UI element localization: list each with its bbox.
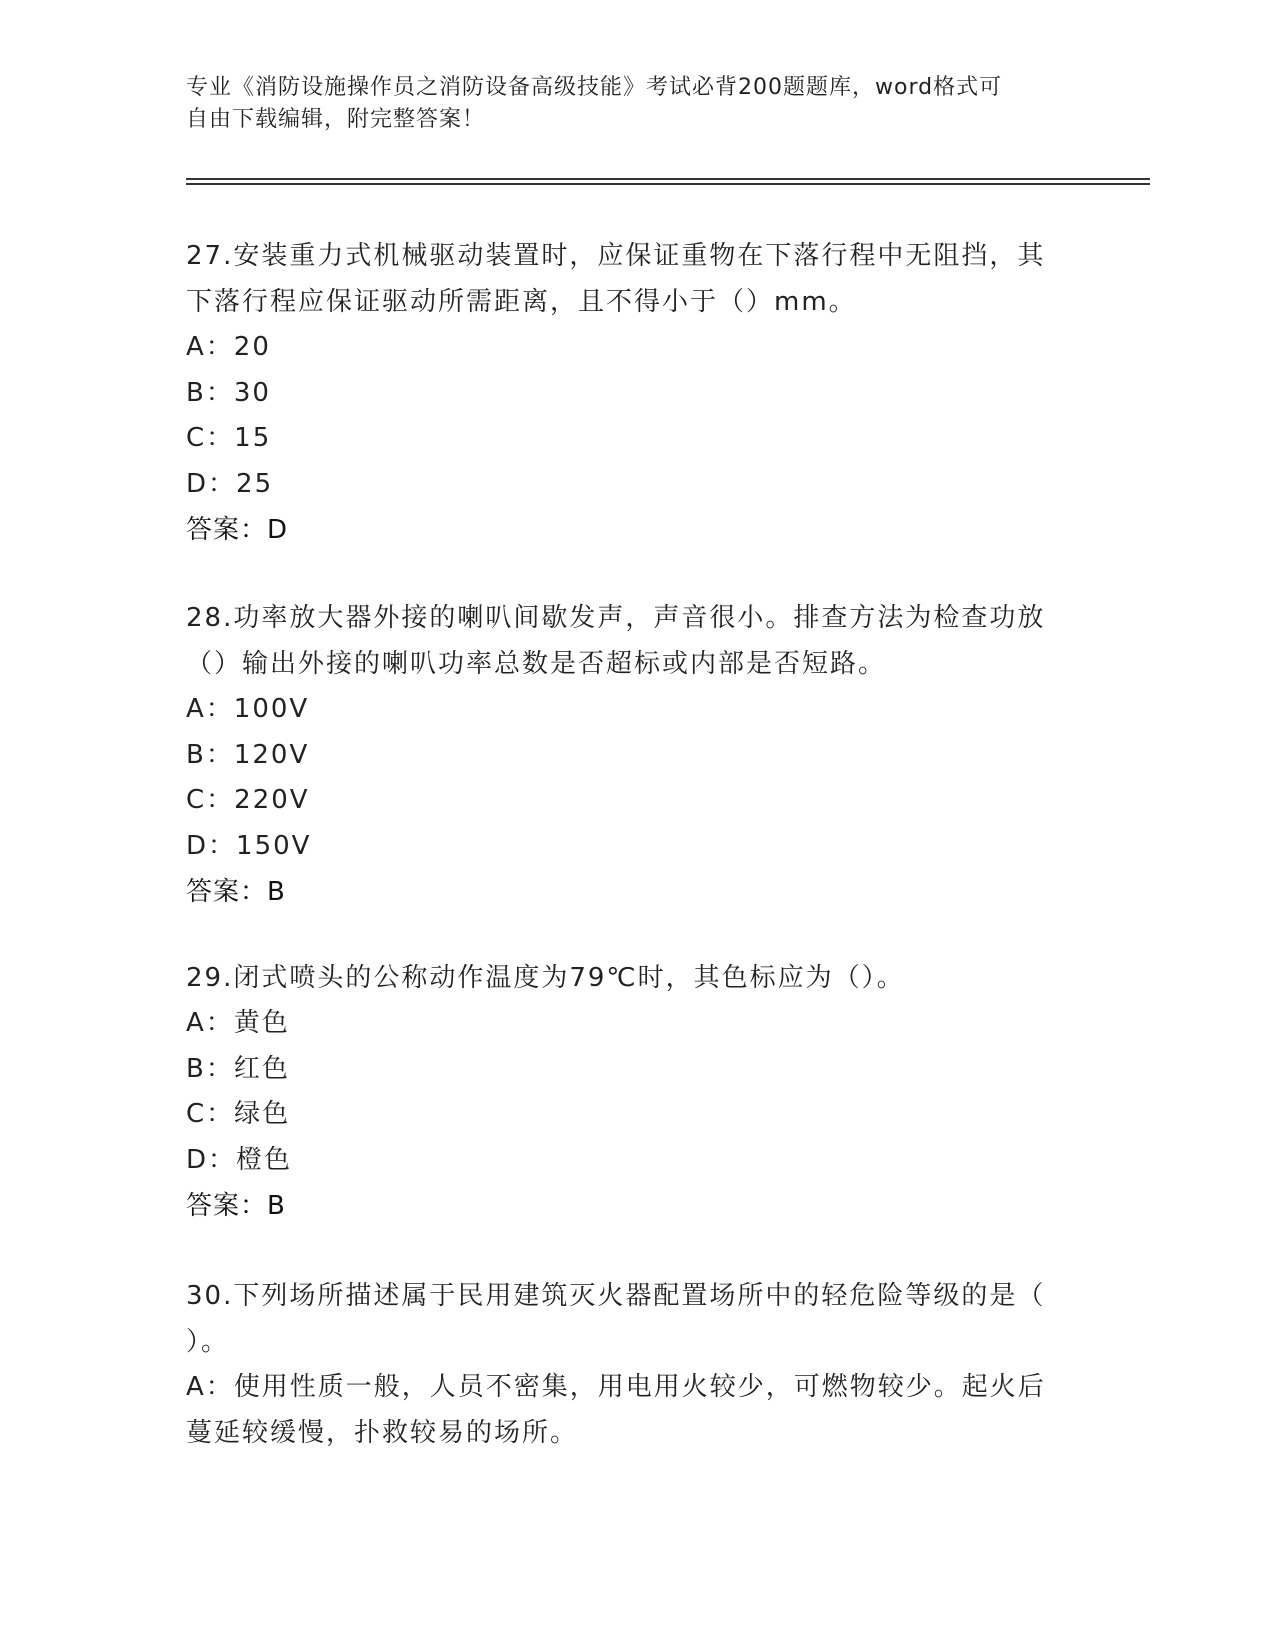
question-27 (186, 233, 1066, 553)
header-line-1: 专业《消防设施操作员之消防设备高级技能》考试必背200题题库，word格式可 (186, 75, 1003, 100)
option-d: D：150V (186, 830, 312, 861)
option-c: C：15 (186, 423, 272, 453)
option-b: B：红色 (186, 1053, 290, 1084)
option-d: D：橙色 (186, 1144, 293, 1175)
option-c: C：绿色 (186, 1099, 291, 1129)
option-a: A：100V (186, 694, 310, 724)
answer: 答案：B (186, 877, 286, 907)
question-stem-line: 下落行程应保证驱动所需距离，且不得小于（）mm。 (186, 287, 857, 317)
option-b: B：120V (186, 739, 310, 770)
option-b: B：30 (186, 377, 271, 408)
question-stem-line: 27.安装重力式机械驱动装置时，应保证重物在下落行程中无阻挡，其 (186, 241, 1046, 271)
option-c: C：220V (186, 785, 310, 815)
question-stem-line: 30.下列场所描述属于民用建筑灭火器配置场所中的轻危险等级的是（ (186, 1281, 1046, 1311)
question-stem-line: 29.闭式喷头的公称动作温度为79℃时，其色标应为（）。 (186, 963, 905, 993)
header-divider-top (186, 178, 1150, 180)
option-a: A：黄色 (186, 1008, 290, 1038)
header-line-2: 自由下载编辑，附完整答案！ (186, 107, 486, 132)
question-30 (186, 1273, 1066, 1456)
question-stem-line: ）。 (186, 1327, 230, 1357)
option-a-continued: 蔓延较缓慢，扑救较易的场所。 (186, 1417, 579, 1448)
question-29 (186, 955, 1066, 1229)
option-a: A：20 (186, 332, 271, 362)
header-divider-bottom (186, 183, 1150, 185)
option-d: D：25 (186, 468, 274, 499)
question-stem-line: （）输出外接的喇叭功率总数是否超标或内部是否短路。 (186, 649, 887, 679)
answer: 答案：B (186, 1191, 286, 1221)
question-stem-line: 28.功率放大器外接的喇叭间歇发声，声音很小。排查方法为检查功放 (186, 603, 1046, 633)
option-a: A：使用性质一般，人员不密集，用电用火较少，可燃物较少。起火后 (186, 1372, 1046, 1402)
document-header (186, 72, 1066, 136)
question-28 (186, 595, 1066, 915)
answer: 答案：D (186, 515, 289, 545)
